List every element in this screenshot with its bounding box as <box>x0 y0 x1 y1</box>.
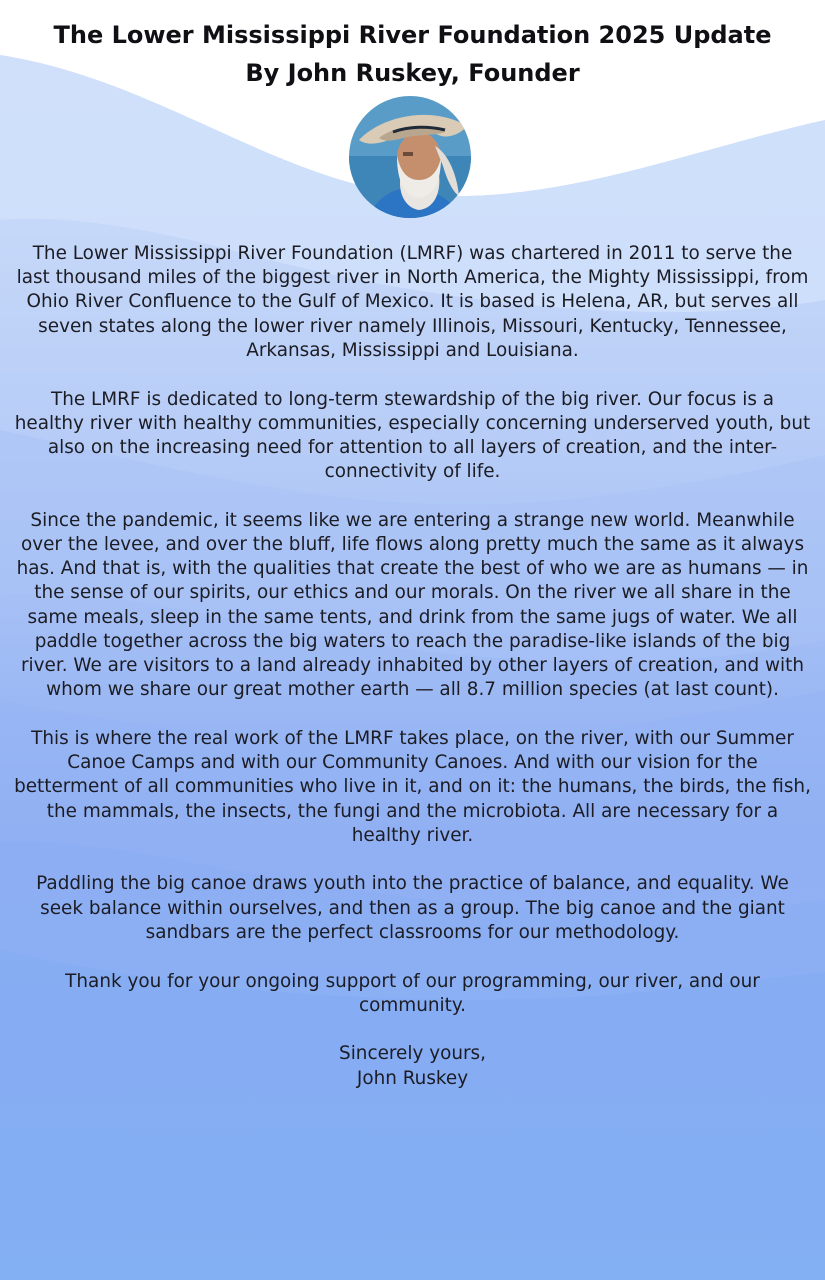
closing <box>14 1042 811 1090</box>
signature: John Ruskey <box>356 1067 469 1089</box>
paragraph-mission: The LMRF is dedicated to long-term stewardship of the big river. Our focus is a healthy river with healthy communities, especially concerning underserved youth, but also on the increasing need for attention to all layers of creation, and the inter-connectivity of life. <box>14 388 811 483</box>
title-line-1: The Lower Mississippi River Foundation 2025 Update <box>53 21 772 49</box>
portrait-photo-icon <box>349 96 471 218</box>
founder-portrait <box>349 96 471 218</box>
title-line-2: By John Ruskey, Founder <box>245 59 580 87</box>
page-title <box>0 16 825 92</box>
paragraph-history: The Lower Mississippi River Foundation (LMRF) was chartered in 2011 to serve the last thousand miles of the biggest river in North America, the Mighty Mississippi, from Ohio River Confluence to the Gulf of Mexico. It is based is Helena, AR, but serves all seven states along the lower river namely Illinois, Missouri, Kentucky, Tennessee, Arkansas, Mississippi and Louisiana. <box>16 243 809 361</box>
letter-body <box>14 242 811 1091</box>
salutation: Sincerely yours, <box>339 1043 486 1065</box>
paragraph-real-work: This is where the real work of the LMRF takes place, on the river, with our Summer Canoe Camps and with our Community Canoes. And with our vision for the betterment of all communities who live in it, and on it: the humans, the birds, the fish, the mammals, the insects, the fungi and the microbiota. All are necessary for a healthy river. <box>14 727 811 846</box>
paragraph-thanks: Thank you for your ongoing support of our programming, our river, and our community. <box>65 970 760 1016</box>
paragraph-pandemic: Since the pandemic, it seems like we are entering a strange new world. Meanwhile over the levee, and over the bluff, life flows along pretty much the same as it always has. And that is, with the qualities that create the best of who we are as humans — in the sense of our spirits, our ethics and our morals. On the river we all share in the same meals, sleep in the same tents, and drink from the same jugs of water. We all paddle together across the big waters to reach the paradise-like islands of the big river. We are visitors to a land already inhabited by other layers of creation, and with whom we share our great mother earth — all 8.7 million species (at last count). <box>16 509 809 701</box>
paragraph-big-canoe: Paddling the big canoe draws youth into the practice of balance, and equality. We seek balance within ourselves, and then as a group. The big canoe and the giant sandbars are the perfect classrooms for our methodology. <box>36 873 789 943</box>
